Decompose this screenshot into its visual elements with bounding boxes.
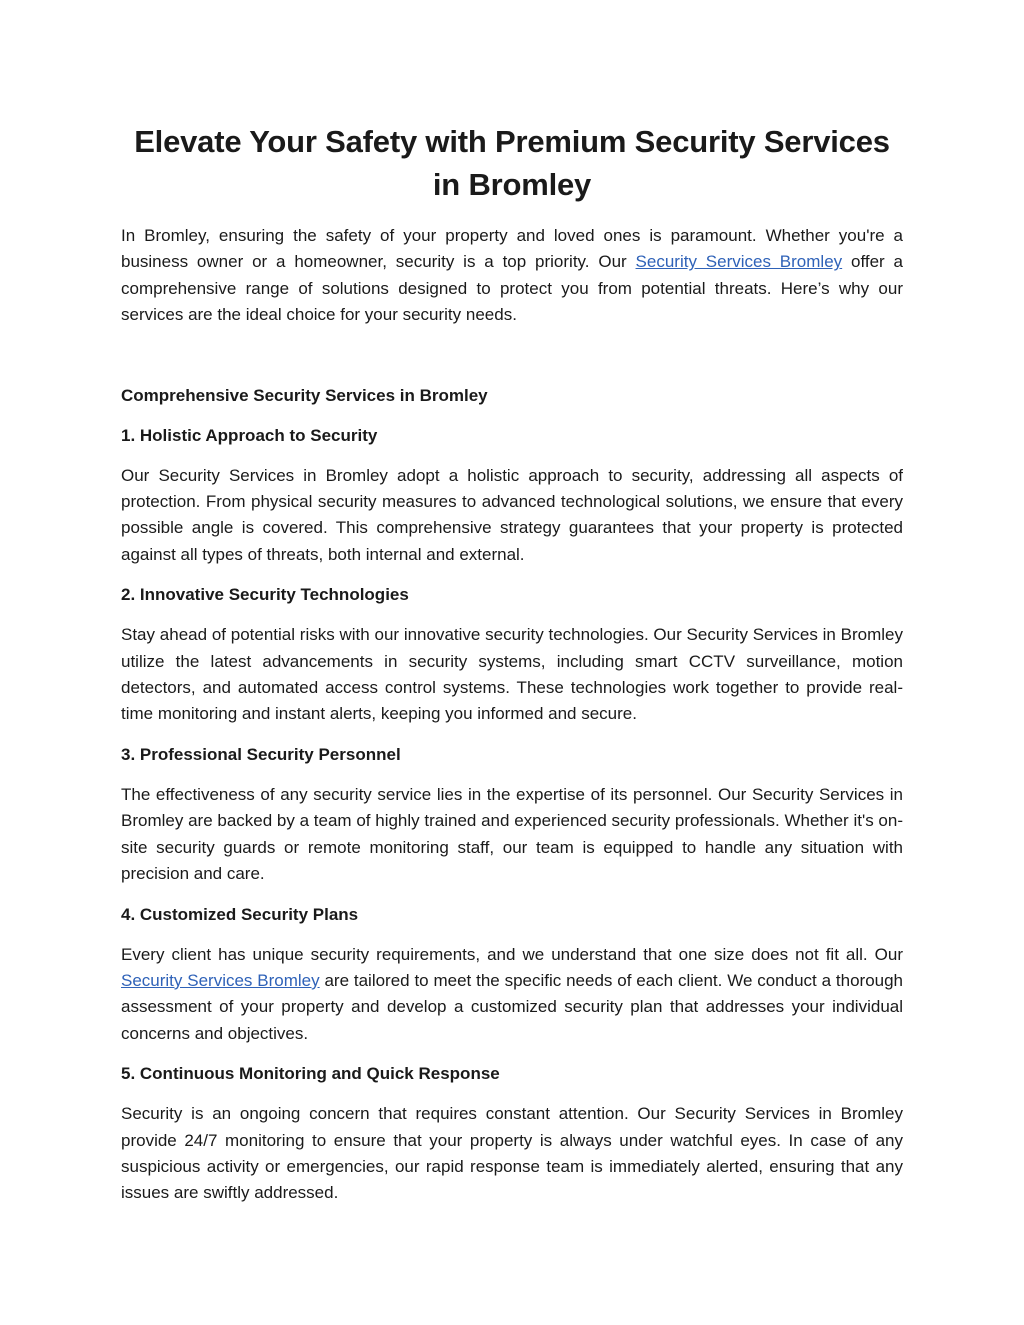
section-heading-2: 2. Innovative Security Technologies [121,585,409,605]
section-heading-4: 4. Customized Security Plans [121,904,359,924]
intro-paragraph [121,223,903,329]
section-text-1: Our Security Services in Bromley adopt a holistic approach to security, addressing all aspects of protection. From physical security measures to advanced technological solutions, we ensure that every possible angle is covered. This comprehensive strategy guarantees that your property is protected against all types of threats, both internal and external. [121,465,903,564]
section-text-2: Stay ahead of potential risks with our innovative security technologies. Our Security Services in Bromley utilize the latest advancements in security systems, including smart CCTV surveillance, motion detectors, and automated access control systems. These technologies work together to provide real-time monitoring and instant alerts, keeping you informed and secure. [121,625,903,724]
section-heading-3: 3. Professional Security Personnel [121,744,401,764]
main-heading: Comprehensive Security Services in Bromley [121,385,488,405]
page-title: Elevate Your Safety with Premium Security Services in Bromley [134,124,890,202]
section-text-5: Security is an ongoing concern that requires constant attention. Our Security Services in Bromley provide 24/7 monitoring to ensure that your property is always under watchful eyes. In case of any suspicious activity or emergencies, our rapid response team is immediately alerted, ensuring that any issues are swiftly addressed. [121,1104,903,1203]
document-page [121,120,903,1207]
section-text-3: The effectiveness of any security service lies in the expertise of its personnel. Our Security Services in Bromley are backed by a team of highly trained and experienced security professionals. Whether it's on-site security guards or remote monitoring staff, our team is equipped to handle any situation with precision and care. [121,784,903,884]
intro-text-start: In Bromley, ensuring the safety of your property and loved ones is paramount. Whether you're a business owner or a homeowner, security is a top priority. Our [121,226,903,272]
section-4-text-start: Every client has unique security requirements, and we understand that one size does not fit all. Our [121,944,903,964]
section-4-text-end: are tailored to meet the specific needs of each client. We conduct a thorough assessment of your property and develop a customized security plan that addresses your individual concerns and objectives. [121,970,904,1043]
security-services-link-section-4[interactable]: Security Services Bromley [121,970,320,990]
section-heading-1: 1. Holistic Approach to Security [121,425,378,445]
section-text-4 [121,942,903,1048]
section-heading-5: 5. Continuous Monitoring and Quick Response [121,1064,500,1084]
intro-text-end: offer a comprehensive range of solutions designed to protect you from potential threats. Here’s why our services are the ideal choice for your security needs. [121,252,903,325]
security-services-link-intro[interactable]: Security Services Bromley [635,252,843,272]
